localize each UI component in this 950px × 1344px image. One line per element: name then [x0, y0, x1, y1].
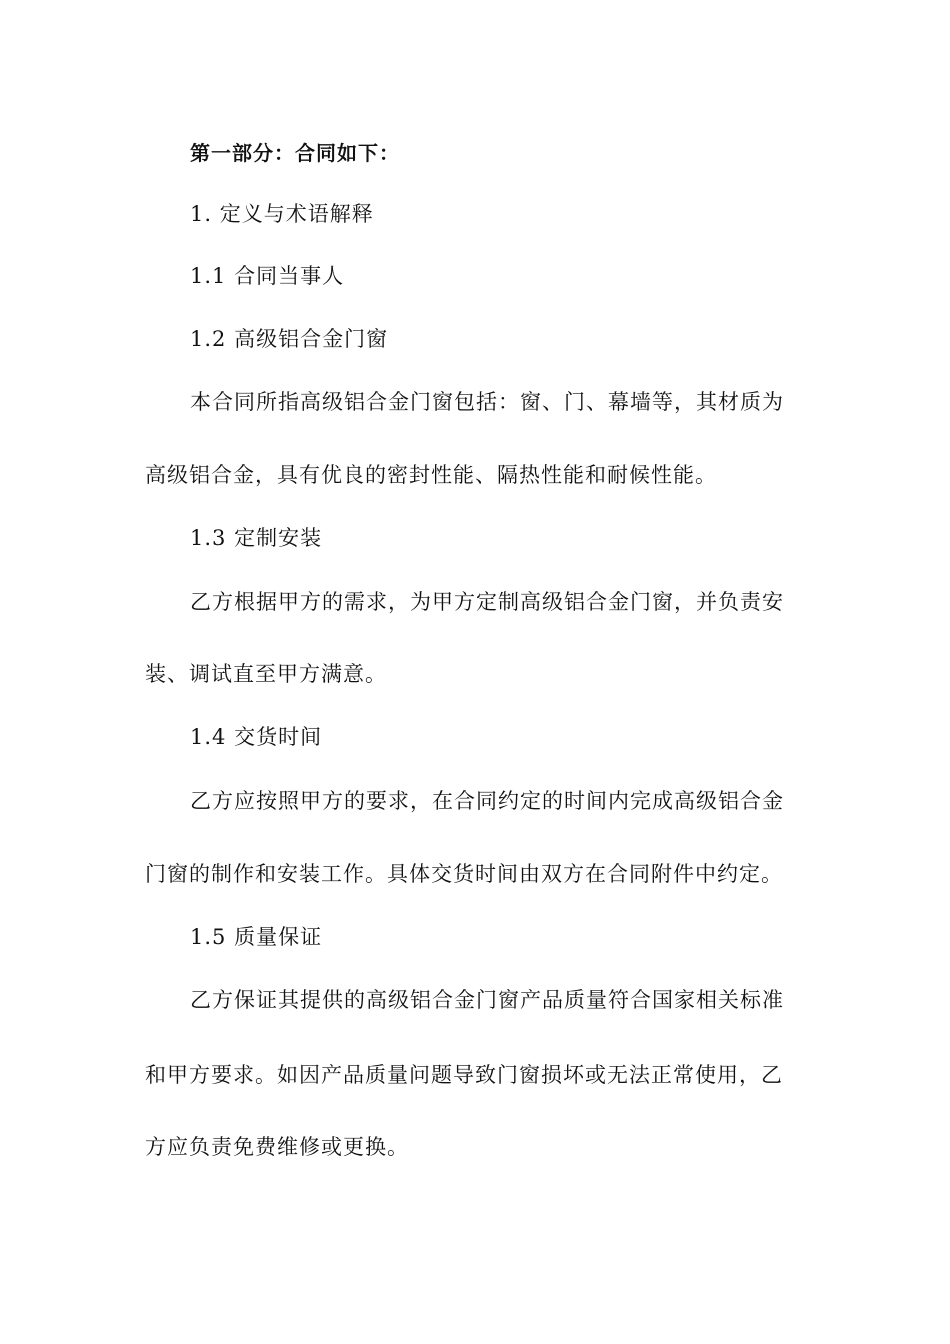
section-1-4-body-line-2: 门窗的制作和安装工作。具体交货时间由双方在合同附件中约定。: [145, 862, 783, 886]
section-1-5-body-line-2: 和甲方要求。如因产品质量问题导致门窗损坏或无法正常使用，乙: [145, 1063, 783, 1087]
section-1-2-body-line-2: 高级铝合金，具有优良的密封性能、隔热性能和耐候性能。: [145, 463, 717, 487]
part-heading: 第一部分：合同如下：: [190, 141, 400, 165]
section-1-5-body-line-3: 方应负责免费维修或更换。: [145, 1135, 409, 1159]
section-1-5-body-line-1: 乙方保证其提供的高级铝合金门窗产品质量符合国家相关标准: [190, 988, 784, 1012]
section-1-title: 1. 定义与术语解释: [190, 202, 374, 226]
section-1-1-title: 1.1 合同当事人: [190, 264, 345, 288]
section-1-5-title: 1.5 质量保证: [190, 925, 323, 949]
section-1-4-title: 1.4 交货时间: [190, 725, 323, 749]
section-1-3-body-line-2: 装、调试直至甲方满意。: [145, 662, 387, 686]
section-1-4-body-line-1: 乙方应按照甲方的要求，在合同约定的时间内完成高级铝合金: [190, 789, 784, 813]
section-1-3-body-line-1: 乙方根据甲方的需求，为甲方定制高级铝合金门窗，并负责安: [190, 590, 784, 614]
section-1-3-title: 1.3 定制安装: [190, 526, 323, 550]
section-1-2-body-line-1: 本合同所指高级铝合金门窗包括：窗、门、幕墙等，其材质为: [190, 390, 784, 414]
section-1-2-title: 1.2 高级铝合金门窗: [190, 327, 389, 351]
